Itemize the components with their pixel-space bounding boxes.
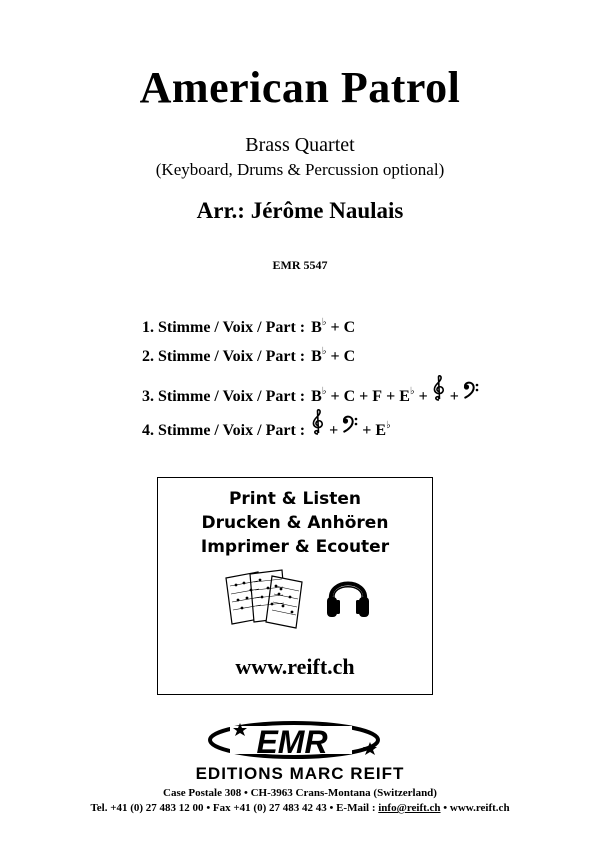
publisher-contact xyxy=(0,802,600,814)
part-label: 1. Stimme / Voix / Part : xyxy=(142,319,306,336)
treble-clef-icon xyxy=(432,375,446,401)
emr-logo xyxy=(204,718,388,762)
sheet-music-icon xyxy=(220,568,310,630)
bass-clef-icon xyxy=(463,381,479,401)
part-label: 2. Stimme / Voix / Part : xyxy=(142,348,306,365)
email-link[interactable]: info@reift.ch xyxy=(378,802,441,814)
publisher-name: EDITIONS MARC REIFT xyxy=(195,764,405,783)
phone-number: Tel. +41 (0) 27 483 12 00 xyxy=(90,802,204,814)
fax-number: • Fax +41 (0) 27 483 42 43 • E-Mail : xyxy=(206,802,376,814)
instrument-c: C xyxy=(343,319,356,336)
emr-logo-text: EMR xyxy=(256,724,328,760)
treble-clef-icon xyxy=(311,409,325,435)
instrument-b-flat: B♭ xyxy=(311,317,327,336)
part-instruments: B♭ + C xyxy=(311,317,356,336)
part-instruments: B♭ + C xyxy=(311,346,356,365)
publisher-address: Case Postale 308 • CH-3963 Crans-Montana (Switzerland) xyxy=(163,787,437,799)
bass-clef-icon xyxy=(342,415,358,435)
catalog-number: EMR 5547 xyxy=(272,258,328,272)
instrument-b-flat: B♭ xyxy=(311,386,327,405)
part-instruments: + + E♭ xyxy=(311,409,391,440)
page-title: American Patrol xyxy=(139,63,461,112)
instrument-e-flat: E♭ xyxy=(399,386,415,405)
optional-instruments-note: (Keyboard, Drums & Percussion optional) xyxy=(155,160,445,179)
instrument-f: F xyxy=(372,388,383,405)
parts-list xyxy=(142,317,479,443)
part-row-2 xyxy=(142,346,479,375)
instrument-c: C xyxy=(343,348,356,365)
instrument-b-flat: B♭ xyxy=(311,346,327,365)
web-address[interactable]: • www.reift.ch xyxy=(443,802,510,814)
part-label: 3. Stimme / Voix / Part : xyxy=(142,388,306,405)
instrument-e-flat: E♭ xyxy=(375,420,391,439)
promo-line-french: Imprimer & Ecouter xyxy=(200,537,390,557)
promo-line-german: Drucken & Anhören xyxy=(201,513,389,533)
part-row-3 xyxy=(142,375,479,409)
instrument-c: C xyxy=(343,388,356,405)
part-row-4 xyxy=(142,409,479,443)
arranger-credit: Arr.: Jérôme Naulais xyxy=(196,198,404,223)
part-label: 4. Stimme / Voix / Part : xyxy=(142,422,306,439)
part-row-1 xyxy=(142,317,479,346)
headphones-icon xyxy=(324,570,372,622)
website-url[interactable]: www.reift.ch xyxy=(235,654,355,679)
ensemble-subtitle: Brass Quartet xyxy=(245,134,355,156)
part-instruments: B♭ + C + F + E♭ + + xyxy=(311,375,479,406)
print-listen-box xyxy=(157,477,433,695)
promo-line-english: Print & Listen xyxy=(228,489,362,509)
